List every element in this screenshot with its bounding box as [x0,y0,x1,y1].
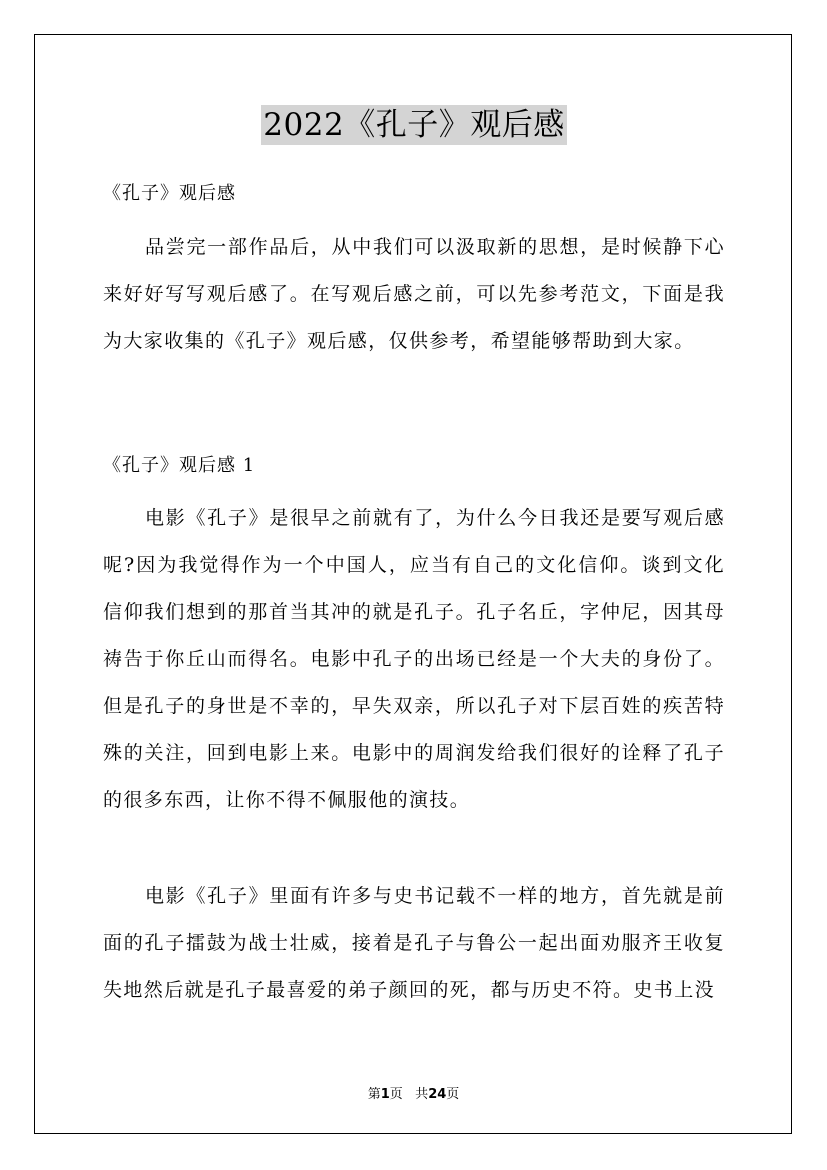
section1-paragraph-2: 电影《孔子》里面有许多与史书记载不一样的地方，首先就是前面的孔子擂鼓为战士壮威，接着是孔子与鲁公一起出面劝服齐王收复失地然后就是孔子最喜爱的弟子颜回的死，都与历史不符。史书上没 [103,885,725,1001]
page-footer [0,1083,827,1102]
section1-paragraph-1: 电影《孔子》是很早之前就有了，为什么今日我还是要写观后感呢?因为我觉得作为一个中国人，应当有自己的文化信仰。谈到文化信仰我们想到的那首当其冲的就是孔子。孔子名丘，字仲尼，因其母祷告于你丘山而得名。电影中孔子的出场已经是一个大夫的身份了。但是孔子的身世是不幸的，早失双亲，所以孔子对下层百姓的疾苦特殊的关注，回到电影上来。电影中的周润发给我们很好的诠释了孔子的很多东西，让你不得不佩服他的演技。 [103,507,725,811]
total-unit: 页 [446,1087,460,1102]
page-current: 1 [380,1087,390,1102]
page-prefix: 第 [367,1087,381,1102]
section1-heading: 《孔子》观后感 1 [103,455,256,476]
intro-heading: 《孔子》观后感 [103,183,236,204]
page-unit: 页 [389,1087,403,1102]
page-total: 24 [428,1087,447,1102]
intro-paragraph: 品尝完一部作品后，从中我们可以汲取新的思想，是时候静下心来好好写写观后感了。在写观后感之前，可以先参考范文，下面是我为大家收集的《孔子》观后感，仅供参考，希望能够帮助到大家。 [103,236,725,352]
total-prefix: 共 [415,1087,429,1102]
title-container [103,105,725,145]
document-title: 2022《孔子》观后感 [263,107,565,143]
